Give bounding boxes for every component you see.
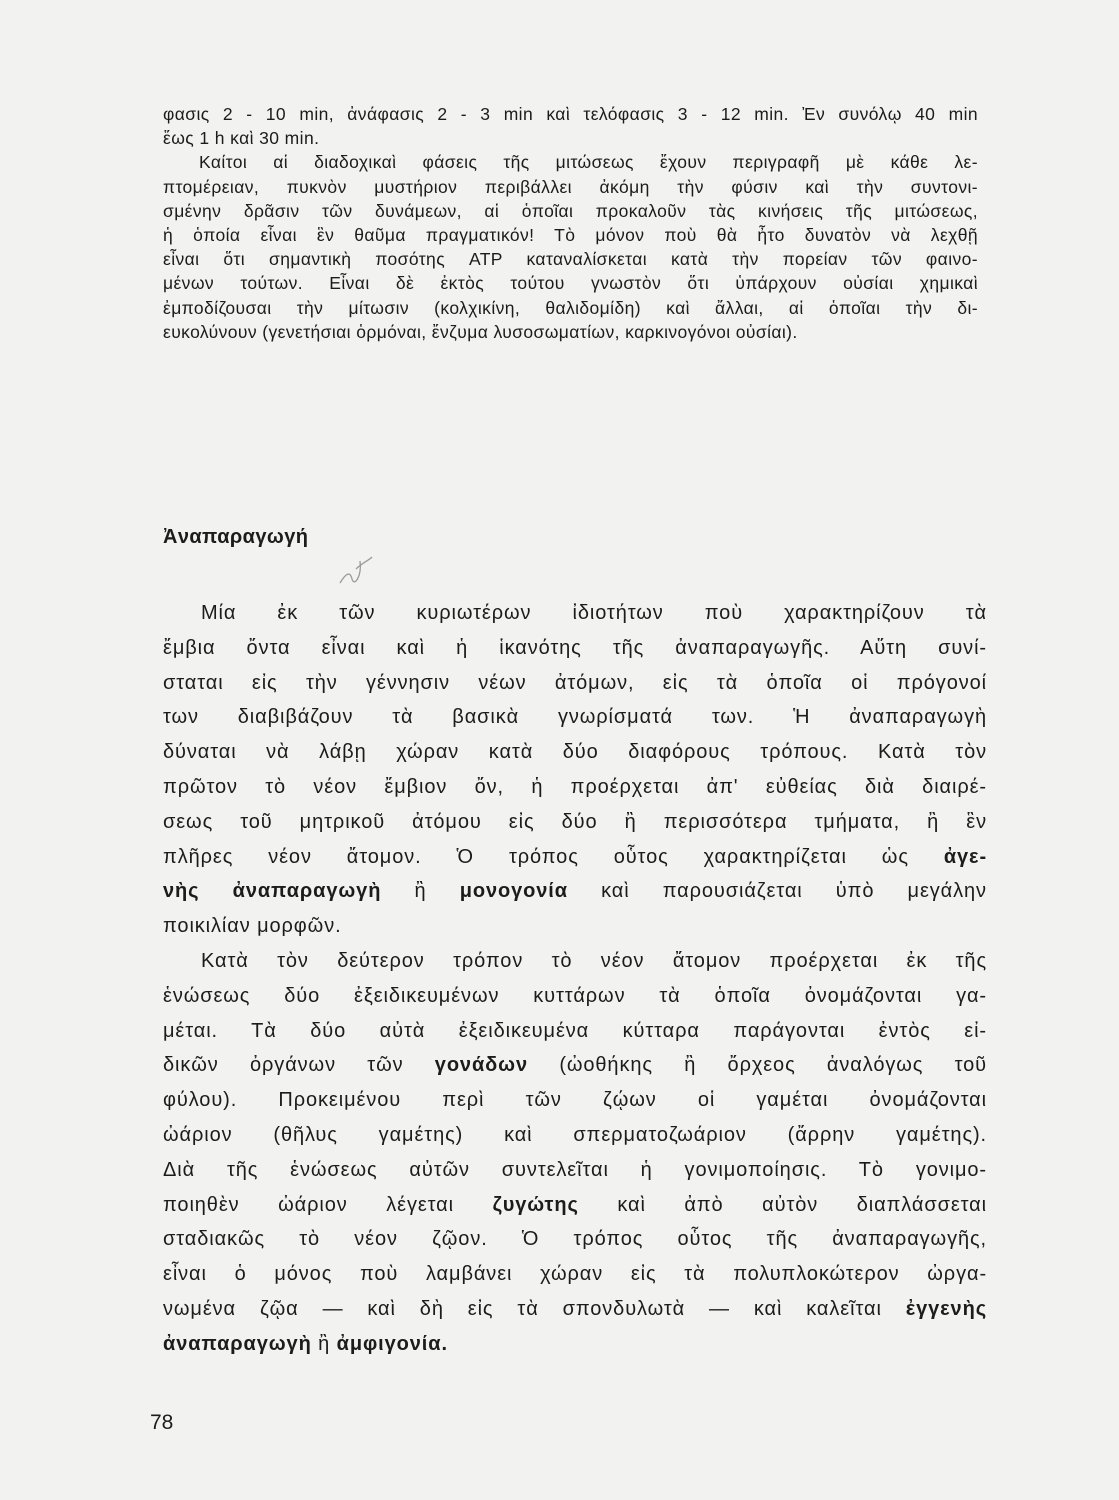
bold-term: ἀναπαραγωγὴ: [232, 880, 382, 903]
text-line: πρῶτον τὸ νέον ἔμβιον ὄν, ἡ προέρχεται ἀπ' εὐθείας διὰ διαιρέ-: [163, 775, 987, 798]
text-line: Διὰ τῆς ἑνώσεως αὐτῶν συντελεῖται ἡ γονιμοποίησις. Τὸ γονιμο-: [163, 1158, 987, 1181]
text-run: νωμένα ζῷα — καὶ δὴ εἰς τὰ σπονδυλωτὰ — καὶ καλεῖται: [163, 1297, 906, 1320]
text-line: Μία ἐκ τῶν κυριωτέρων ἰδιοτήτων ποὺ χαρακτηρίζουν τὰ: [201, 602, 987, 624]
text-line: των διαβιβάζουν τὰ βασικὰ γνωρίσματά των. Ἡ ἀναπαραγωγὴ: [163, 706, 987, 729]
text-line: σταται εἰς τὴν γέννησιν νέων ἀτόμων, εἰς τὰ ὁποῖα οἱ πρόγονοί: [163, 671, 987, 694]
text-line: φύλου). Προκειμένου περὶ τῶν ζῴων οἱ γαμέται ὀνομάζονται: [163, 1089, 987, 1112]
text-line: ἑνώσεως δύο ἐξειδικευμένων κυττάρων τὰ ὁποῖα ὀνομάζονται γα-: [163, 984, 987, 1007]
text-line: [163, 1327, 987, 1362]
text-run: .: [441, 1332, 448, 1355]
bold-term: νὴς: [163, 880, 200, 903]
text-line: μέται. Τὰ δύο αὐτὰ ἐξειδικευμένα κύτταρα παράγονται ἐντὸς εἰ-: [163, 1019, 987, 1042]
text-line: σεως τοῦ μητρικοῦ ἀτόμου εἰς δύο ἢ περισσότερα τμήματα, ἢ ἓν: [163, 810, 987, 833]
text-line: ποικιλίαν μορφῶν.: [163, 915, 342, 938]
text-line: [163, 1048, 987, 1083]
text-line: μένων τούτων. Εἶναι δὲ ἐκτὸς τούτου γνωστὸν ὅτι ὑπάρχουν οὐσίαι χημικαὶ: [163, 273, 978, 294]
body-text: [163, 596, 987, 1362]
text-line: πτομέρειαν, πυκνὸν μυστήριον περιβάλλει ἀκόμη τὴν φύσιν καὶ τὴν συντονι-: [163, 176, 978, 197]
bold-term: ζυγώτης: [492, 1193, 579, 1216]
handwritten-mark: [336, 553, 376, 593]
page-number: 78: [150, 1411, 174, 1434]
bold-term: ἀναπαραγωγὴ: [163, 1332, 312, 1355]
text-line: φασις 2 - 10 min, ἀνάφασις 2 - 3 min καὶ τελόφασις 3 - 12 min. Ἐν συνόλῳ 40 min: [163, 104, 978, 124]
text-run: δικῶν ὀργάνων τῶν: [163, 1054, 435, 1077]
text-line: εἶναι ὅτι σημαντικὴ ποσότης ATP καταναλίσκεται κατὰ τὴν πορείαν τῶν φαινο-: [163, 249, 978, 270]
text-run: ἢ: [414, 880, 427, 903]
text-line: ευκολύνουν (γενετήσιαι ὁρμόναι, ἔνζυμα λυσοσωματίων, καρκινογόνοι οὐσίαι).: [163, 321, 798, 342]
text-line: Κατὰ τὸν δεύτερον τρόπον τὸ νέον ἄτομον προέρχεται ἐκ τῆς: [201, 949, 987, 972]
text-line: εἶναι ὁ μόνος ποὺ λαμβάνει χώραν εἰς τὰ πολυπλοκώτερον ὠργα-: [163, 1263, 987, 1286]
text-line: ἐμποδίζουσαι τὴν μίτωσιν (κολχικίνη, θαλιδομίδη) καὶ ἄλλαι, αἱ ὁποῖαι τὴν δι-: [163, 297, 978, 318]
text-line: δύναται νὰ λάβῃ χώραν κατὰ δύο διαφόρους τρόπους. Κατὰ τὸν: [163, 741, 987, 764]
text-run: καὶ ἀπὸ αὐτὸν διαπλάσσεται: [578, 1193, 987, 1216]
text-run: πλῆρες νέον ἄτομον. Ὁ τρόπος οὗτος χαρακτηρίζεται ὡς: [163, 845, 944, 868]
top-section: [163, 102, 978, 344]
bold-term: ἐγγενὴς: [905, 1297, 987, 1320]
text-line: ἔμβια ὄντα εἶναι καὶ ἡ ἱκανότης τῆς ἀναπαραγωγῆς. Αὕτη συνί-: [163, 636, 987, 659]
text-run: (ὠοθήκης ἢ ὄρχεος ἀναλόγως τοῦ: [528, 1054, 987, 1077]
text-line: [163, 874, 987, 909]
text-run: ποιηθὲν ὠάριον λέγεται: [163, 1193, 493, 1216]
bold-term: γονάδων: [434, 1054, 529, 1077]
text-line: σμένην δρᾶσιν τῶν δυνάμεων, αἱ ὁποῖαι προκαλοῦν τὰς κινήσεις τῆς μιτώσεως,: [163, 200, 978, 221]
text-line: [163, 1188, 987, 1223]
text-run: καὶ παρουσιάζεται ὑπὸ μεγάλην: [601, 880, 987, 903]
bold-term: μονογονία: [459, 880, 568, 903]
bold-term: ἀγε-: [943, 845, 987, 868]
text-run: ἢ: [311, 1332, 337, 1355]
text-line: ἕως 1 h καὶ 30 min.: [163, 128, 320, 149]
text-line: ὠάριον (θῆλυς γαμέτης) καὶ σπερματοζωάριον (ἄρρην γαμέτης).: [163, 1123, 987, 1146]
text-line: Καίτοι αἱ διαδοχικαὶ φάσεις τῆς μιτώσεως ἔχουν περιγραφῆ μὲ κάθε λε-: [199, 152, 978, 173]
text-line: ἡ ὁποία εἶναι ἓν θαῦμα πραγματικόν! Τὸ μόνον ποὺ θὰ ἦτο δυνατὸν νὰ λεχθῇ: [163, 225, 978, 246]
section-heading: Ἀναπαραγωγή: [163, 526, 309, 548]
text-line: [163, 840, 987, 875]
text-line: [163, 1292, 987, 1327]
text-line: σταδιακῶς τὸ νέον ζῷον. Ὁ τρόπος οὗτος τῆς ἀναπαραγωγῆς,: [163, 1228, 987, 1251]
bold-term: ἀμφιγονία: [336, 1332, 442, 1355]
